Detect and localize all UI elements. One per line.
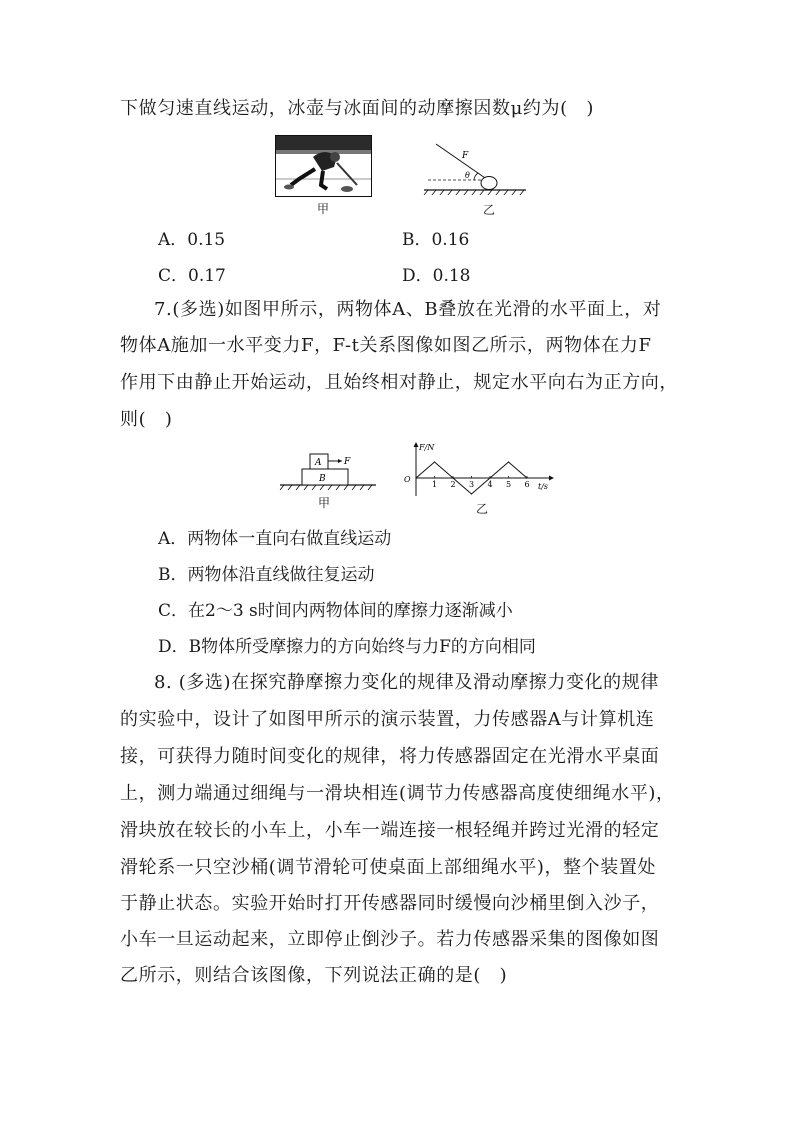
theta-label: θ <box>465 171 470 180</box>
f-t-graph-figure <box>398 440 558 498</box>
question-8-line-1: 8. (多选)在探究静摩擦力变化的规律及滑动摩擦力变化的规律 <box>154 672 659 693</box>
question-8-line-8: 小车一旦运动起来，立即停止倒沙子。若力传感器采集的图像如图 <box>120 929 660 950</box>
question-8-line-9: 乙所示，则结合该图像，下列说法正确的是( ) <box>120 965 508 986</box>
figure-jia-caption-q7: 甲 <box>318 496 331 510</box>
x-tick-label: 1 <box>432 480 438 489</box>
force-diagram-figure <box>422 140 532 200</box>
block-b-label: B <box>319 474 326 484</box>
f-t-data-point <box>452 477 453 478</box>
question-7-line-1: 7.(多选)如图甲所示，两物体A、B叠放在光滑的水平面上，对 <box>154 299 662 320</box>
f-t-data-point <box>471 493 472 494</box>
figure-jia-caption-q6: 甲 <box>317 202 330 216</box>
question-8-line-7: 于静止状态。实验开始时打开传感器同时缓慢向沙桶里倒入沙子， <box>120 893 660 914</box>
stacked-blocks-diagram <box>278 450 378 492</box>
x-tick-label: 6 <box>524 480 530 489</box>
applied-force-label: F <box>344 457 351 467</box>
question-7-line-3: 作用下由静止开始运动，且始终相对静止，规定水平向右为正方向， <box>120 372 678 393</box>
question-7-line-2: 物体A施加一水平变力F，F-t关系图像如图乙所示，两物体在力F <box>120 335 652 356</box>
f-t-data-point <box>415 477 416 478</box>
x-tick-label: 4 <box>487 480 493 489</box>
question-8-line-6: 滑轮系一只空沙桶(调节滑轮可使桌面上部细绳水平)，整个装置处 <box>120 857 657 878</box>
figure-yi-caption-q7: 乙 <box>476 502 489 516</box>
f-t-data-point <box>508 461 509 462</box>
q6-option-c[interactable]: C．0.17 <box>158 266 226 286</box>
x-tick-label: 3 <box>469 480 475 489</box>
question-6-text-tail: 下做匀速直线运动，冰壶与冰面间的动摩擦因数μ约为( ) <box>120 98 594 119</box>
question-8-line-3: 接，可获得力随时间变化的规律，将力传感器固定在光滑水平桌面 <box>120 746 660 767</box>
question-8-line-4: 上，测力端通过细绳与一滑块相连(调节力传感器高度使细绳水平)， <box>120 783 675 804</box>
f-t-data-point <box>526 477 527 478</box>
f-t-data-point <box>489 477 490 478</box>
q6-option-a[interactable]: A．0.15 <box>158 230 226 250</box>
f-t-data-point <box>434 461 435 462</box>
curling-photo-figure <box>275 135 372 197</box>
q6-option-d[interactable]: D．0.18 <box>402 266 471 286</box>
q7-option-d[interactable]: D．B物体所受摩擦力的方向始终与力F的方向相同 <box>158 637 536 657</box>
x-tick-label: 2 <box>450 480 456 489</box>
block-a-label: A <box>315 458 322 468</box>
curling-photo-illustration <box>275 135 372 197</box>
origin-label: O <box>404 475 411 484</box>
question-7-line-4: 则( ) <box>120 409 173 430</box>
y-axis-label: F/N <box>419 443 435 452</box>
force-angle-diagram <box>422 140 532 200</box>
q7-option-a[interactable]: A．两物体一直向右做直线运动 <box>158 529 392 549</box>
question-8-line-5: 滑块放在较长的小车上，小车一端连接一根轻绳并跨过光滑的轻定 <box>120 820 660 841</box>
q7-option-c[interactable]: C．在2～3 s时间内两物体间的摩擦力逐渐减小 <box>158 601 513 621</box>
x-tick-label: 5 <box>506 480 512 489</box>
q7-option-b[interactable]: B．两物体沿直线做往复运动 <box>158 565 375 585</box>
q6-option-b[interactable]: B．0.16 <box>402 230 470 250</box>
force-f-label: F <box>462 151 469 161</box>
f-t-graph <box>398 440 558 498</box>
x-axis-label: t/s <box>538 482 549 491</box>
figure-yi-caption-q6: 乙 <box>483 203 496 217</box>
stacked-blocks-figure <box>278 450 378 492</box>
question-8-line-2: 的实验中，设计了如图甲所示的演示装置，力传感器A与计算机连 <box>120 709 655 730</box>
